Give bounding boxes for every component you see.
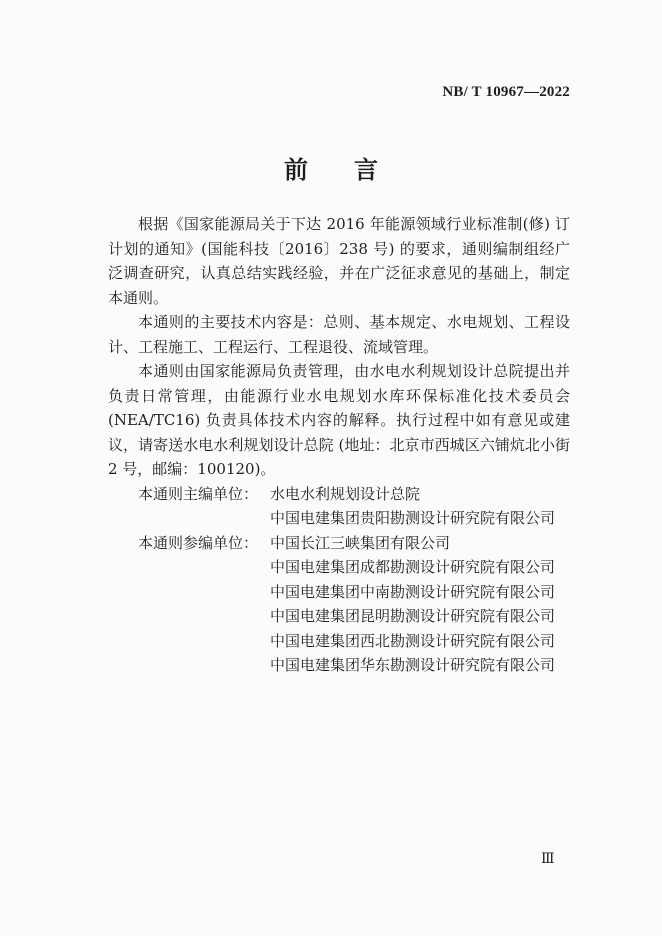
unit-name: 中国电建集团昆明勘测设计研究院有限公司: [270, 607, 556, 625]
foreword-body: [108, 212, 570, 678]
page-number: Ⅲ: [541, 852, 555, 867]
participating-units-label: 本通则参编单位：: [138, 533, 259, 552]
paragraph: 根据《国家能源局关于下达 2016 年能源领域行业标准制(修) 订计划的通知》(国能科技〔2016〕238 号) 的要求，通则编制组经广泛调查研究，认真总结实践经验，并在广泛征求意见的基础上，制定本通则。: [108, 215, 570, 307]
unit-name: 水电水利规划设计总院: [270, 484, 421, 503]
chief-units-label: 本通则主编单位：: [138, 484, 259, 503]
unit-name: 中国电建集团中南勘测设计研究院有限公司: [270, 582, 556, 601]
standard-number: NB/ T 10967—2022: [442, 84, 570, 100]
unit-name: 中国电建集团华东勘测设计研究院有限公司: [270, 656, 556, 674]
participating-units: [108, 531, 570, 678]
chief-units: [108, 482, 570, 531]
paragraph: 本通则由国家能源局负责管理，由水电水利规划设计总院提出并负责日常管理，由能源行业水电规划水库环保标准化技术委员会 (NEA/TC16) 负责具体技术内容的解释。执行过程中如有意见或建议，请寄送水电水利规划设计总院 (地址：北京市西城区六铺炕北小街 2 号，邮编：100120)。: [108, 362, 570, 478]
unit-name: 中国电建集团贵阳勘测设计研究院有限公司: [270, 509, 556, 527]
unit-name: 中国电建集团西北勘测设计研究院有限公司: [270, 631, 556, 650]
unit-name: 中国长江三峡集团有限公司: [270, 533, 451, 552]
title-char-2: 言: [354, 155, 378, 184]
page-title: [0, 150, 662, 185]
title-char-1: 前: [284, 155, 308, 184]
paragraph: 本通则的主要技术内容是：总则、基本规定、水电规划、工程设计、工程施工、工程运行、工程退役、流域管理。: [108, 313, 570, 356]
unit-name: 中国电建集团成都勘测设计研究院有限公司: [270, 558, 556, 576]
